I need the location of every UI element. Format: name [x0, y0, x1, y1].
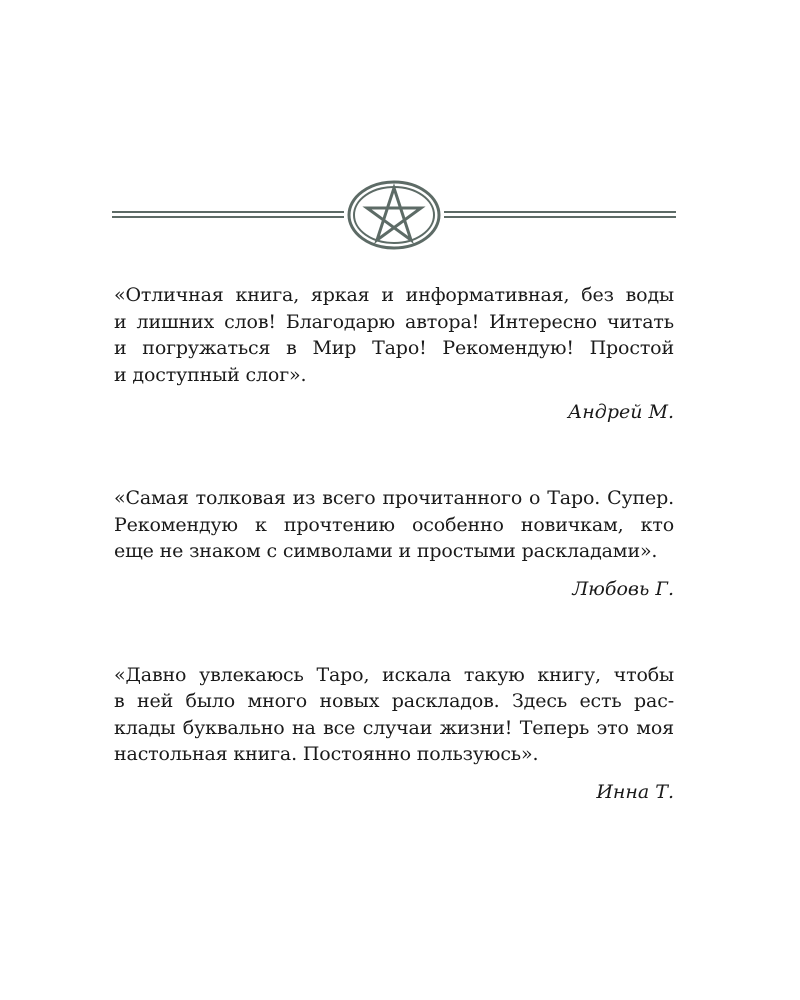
review-quote-line: клады буквально на все случаи жизни! Теперь это моя [114, 716, 674, 739]
review-author: Андрей М. [567, 401, 674, 423]
review-author: Инна Т. [596, 780, 674, 803]
review-quote-line: и лишних слов! Благодарю автора! Интересно читать [114, 310, 674, 333]
review-2 [114, 485, 674, 601]
review-1 [114, 282, 674, 424]
review-quote-line: Рекомендую к прочтению особенно новичкам, кто [114, 513, 674, 536]
review-quote [114, 485, 674, 565]
right-rule [444, 212, 676, 217]
left-rule [112, 212, 344, 217]
pentagram-in-oval-icon [349, 182, 439, 248]
review-quote-line: и доступный слог». [114, 363, 307, 386]
review-quote-line: и погружаться в Мир Таро! Рекомендую! Простой [114, 337, 674, 359]
review-quote-line: в ней было много новых раскладов. Здесь есть рас- [114, 690, 674, 712]
review-quote [114, 662, 674, 768]
review-3 [114, 662, 674, 804]
review-author: Любовь Г. [572, 577, 674, 600]
review-quote-line: «Самая толковая из всего прочитанного о Таро. Супер. [114, 487, 674, 509]
review-quote-line: настольная книга. Постоянно пользуюсь». [114, 743, 539, 765]
review-quote-line: еще не знаком с символами и простыми раскладами». [114, 540, 658, 562]
review-quote [114, 282, 674, 388]
ornament-divider [112, 180, 676, 252]
review-quote-line: «Отличная книга, яркая и информативная, без воды [114, 284, 674, 306]
review-quote-line: «Давно увлекаюсь Таро, искала такую книгу, чтобы [114, 663, 674, 686]
reviews-list [114, 282, 674, 804]
